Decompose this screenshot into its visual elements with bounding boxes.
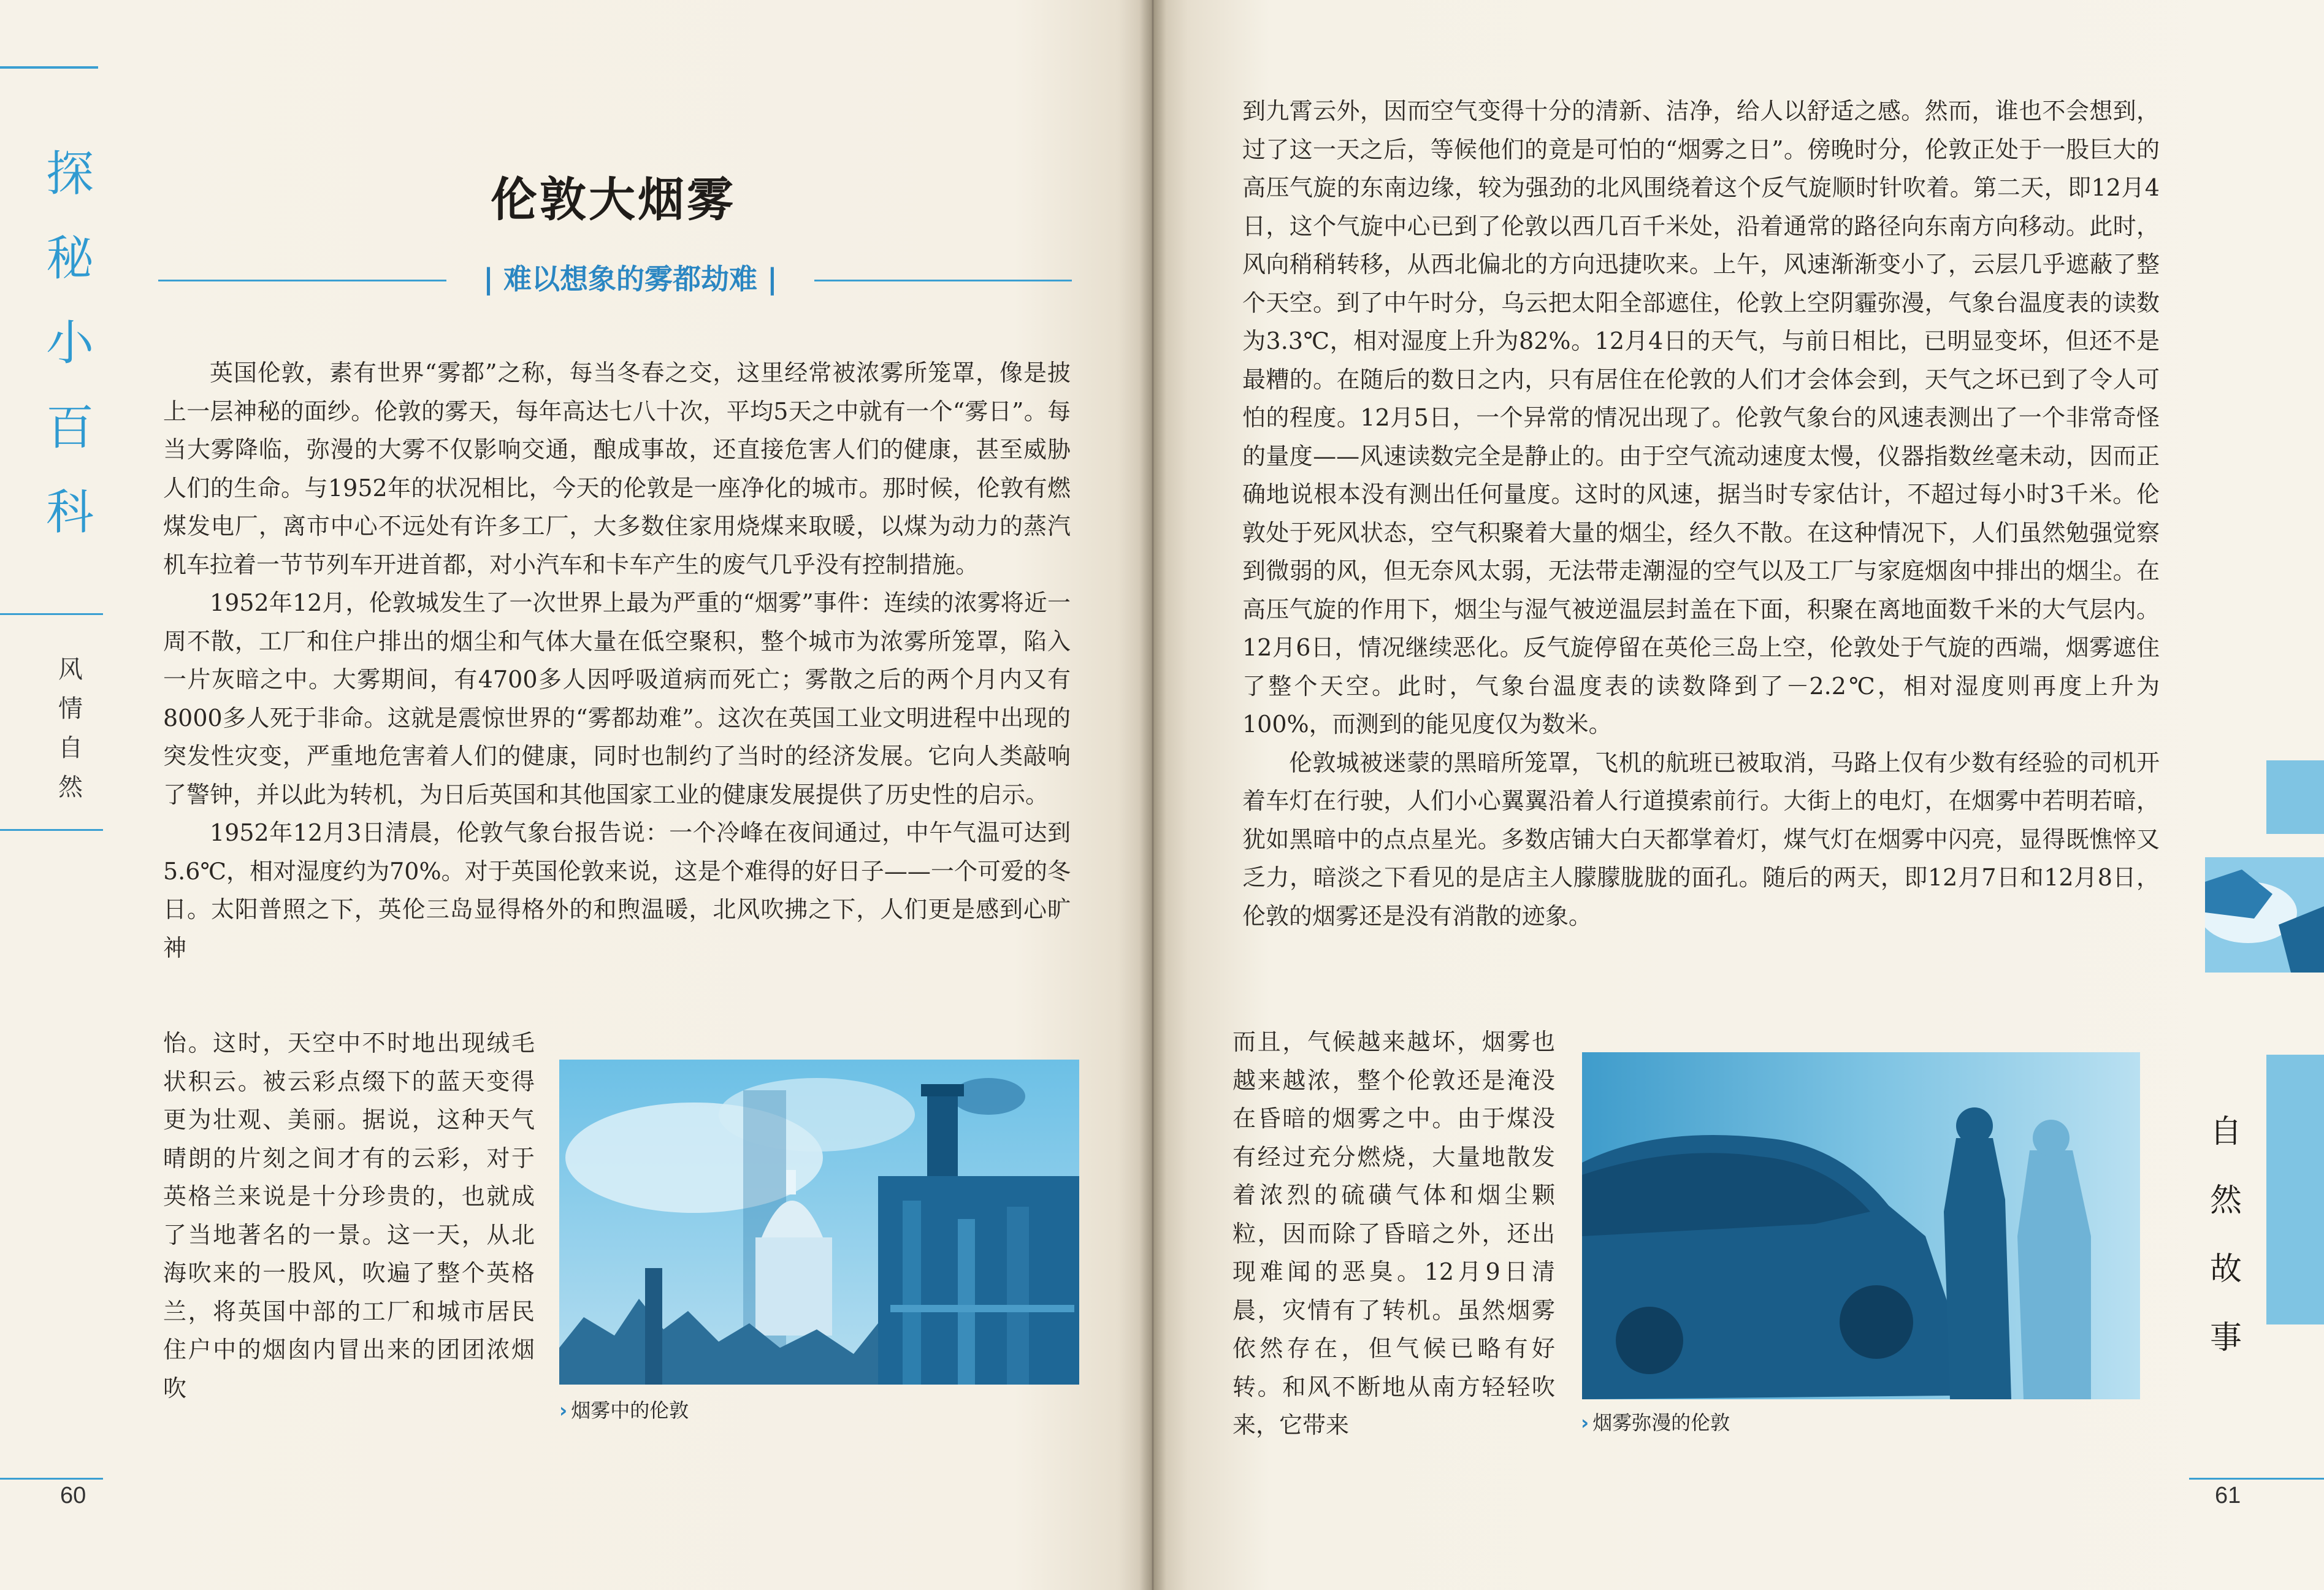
- edge-tab-block: [2266, 760, 2324, 834]
- sidebar-section-rule-bottom: [0, 829, 103, 831]
- edge-tab-block: [2266, 1055, 2324, 1324]
- caption-text: 烟雾中的伦敦: [571, 1399, 689, 1422]
- paragraph: 英国伦敦，素有世界“雾都”之称，每当冬春之交，这里经常被浓雾所笼罩，像是披上一层神秘的面纱。伦敦的雾天，每年高达七八十次，平均5天之中就有一个“雾日”。每当大雾降临，弥漫的大雾不仅影响交通，酿成事故，还直接危害人们的健康，甚至威胁人们的生命。与1952年的状况相比，今天的伦敦是一座净化的城市。那时候，伦敦有燃煤发电厂，离市中心不远处有许多工厂，大多数住家用烧煤来取暖，以煤为动力的蒸汽机车拉着一节节列车开进首都，对小汽车和卡车产生的废气几乎没有控制措施。: [163, 359, 1071, 578]
- series-title-vertical: [39, 132, 101, 555]
- paragraph: 伦敦城被迷蒙的黑暗所笼罩，飞机的航班已被取消，马路上仅有少数有经验的司机开着车灯在行驶，人们小心翼翼沿着人行道摸索前行。大街上的电灯，在烟雾中若明若暗，犹如黑暗中的点点星光。多数店铺大白天都掌着灯，煤气灯在烟雾中闪亮，显得既憔悴又乏力，暗淡之下看见的是店主人朦朦胧胧的面孔。随后的两天，即12月7日和12月8日，伦敦的烟雾还是没有消散的迹象。: [1242, 749, 2160, 930]
- paragraph-continued: 而且，气候越来越坏，烟雾也越来越浓，整个伦敦还是淹没在昏暗的烟雾之中。由于煤没有经过充分燃烧，大量地散发着浓烈的硫磺气体和烟尘颗粒，因而除了昏暗之外，还出现难闻的恶臭。12月9日清晨，灾情有了转机。虽然烟雾依然存在，但气候已略有好转。和风不断地从南方轻轻吹来，它带来: [1233, 1028, 1555, 1439]
- caption-arrow-icon: ›: [1581, 1411, 1589, 1434]
- footer-rule: [0, 1478, 103, 1480]
- edge-thumbnail-image: [2205, 857, 2324, 973]
- section-label-char: 事: [2209, 1320, 2242, 1356]
- sidebar-section-rule-top: [0, 613, 103, 615]
- paragraph: 1952年12月，伦敦城发生了一次世界上最为严重的“烟雾”事件：连续的浓雾将近一周不散，工厂和住户排出的烟尘和气体大量在低空聚积，整个城市为浓雾所笼罩，陷入一片灰暗之中。大雾期间，有4700多人因呼吸道病而死亡；雾散之后的两个月内又有8000多人死于非命。这就是震惊世界的“雾都劫难”。这次在英国工业文明进程中出现的突发性灾变，严重地危害着人们的健康，同时也制约了当时的经济发展。它向人类敲响了警钟，并以此为转机，为日后英国和其他国家工业的健康发展提供了历史性的启示。: [163, 589, 1071, 808]
- series-title-char: 秘: [45, 231, 94, 286]
- photo-caption-right: [1581, 1407, 1730, 1435]
- book-gutter: [1139, 0, 1166, 1590]
- subtitle-text: 难以想象的雾都劫难: [503, 262, 757, 296]
- series-title-char: 百: [45, 400, 94, 456]
- right-wrap-text: [1233, 1023, 1555, 1445]
- article-title: 伦敦大烟雾: [491, 172, 736, 227]
- section-label-char: 自: [58, 734, 83, 762]
- photo-caption-left: [559, 1395, 689, 1423]
- edge-thumbnail: [2205, 857, 2324, 973]
- series-title-char: 科: [45, 485, 94, 540]
- section-label-char: 风: [58, 655, 83, 684]
- left-body-text: [163, 354, 1071, 967]
- section-label-char: 自: [2209, 1114, 2242, 1150]
- caption-arrow-icon: ›: [559, 1399, 568, 1422]
- article-subtitle: | 难以想象的雾都劫难 |: [483, 262, 778, 296]
- section-label-vertical: [49, 650, 92, 807]
- paragraph: 1952年12月3日清晨，伦敦气象台报告说：一个冷峰在夜间通过，中午气温可达到5.6℃，相对湿度约为70%。对于英国伦敦来说，这是个难得的好日子——一个可爱的冬日。太阳普照之下，英伦三岛显得格外的和煦温暖，北风吹拂之下，人们更是感到心旷神: [163, 819, 1071, 961]
- paragraph-continued: 怡。这时，天空中不时地出现绒毛状积云。被云彩点缀下的蓝天变得更为壮观、美丽。据说，这种天气晴朗的片刻之间才有的云彩，对于英格兰来说是十分珍贵的，也就成了当地著名的一景。这一天，从北海吹来的一股风，吹遍了整个英格兰，将英国中部的工厂和城市居民住户中的烟囱内冒出来的团团浓烟吹: [163, 1030, 535, 1402]
- page-number-left: 60: [60, 1483, 86, 1508]
- section-label-char: 情: [58, 695, 83, 723]
- photo-smog-covered-london-image: [1582, 1052, 2140, 1399]
- section-label-char: 然: [58, 773, 83, 801]
- paragraph-continued: 到九霄云外，因而空气变得十分的清新、洁净，给人以舒适之感。然而，谁也不会想到，过了这一天之后，等候他们的竟是可怕的“烟雾之日”。傍晚时分，伦敦正处于一股巨大的高压气旋的东南边缘，较为强劲的北风围绕着这个反气旋顺时针吹着。第二天，即12月4日，这个气旋中心已到了伦敦以西几百千米处，沿着通常的路径向东南方向移动。此时，风向稍稍转移，从西北偏北的方向迅捷吹来。上午，风速渐渐变小了，云层几乎遮蔽了整个天空。到了中午时分，乌云把太阳全部遮住，伦敦上空阴霾弥漫，气象台温度表的读数为3.3℃，相对湿度上升为82%。12月4日的天气，与前日相比，已明显变坏，但还不是最糟的。在随后的数日之内，只有居住在伦敦的人们才会体会到，天气之坏已到了令人可怕的程度。12月5日，一个异常的情况出现了。伦敦气象台的风速表测出了一个非常奇怪的量度——风速读数完全是静止的。由于空气流动速度太慢，仪器指数丝毫未动，因而正确地说根本没有测出任何量度。这时的风速，据当时专家估计，不超过每小时3千米。伦敦处于死风状态，空气积聚着大量的烟尘，经久不散。在这种情况下，人们虽然勉强觉察到微弱的风，但无奈风太弱，无法带走潮湿的空气以及工厂与家庭烟囱中排出的烟尘。在高压气旋的作用下，烟尘与湿气被逆温层封盖在下面，积聚在离地面数千米的大气层内。12月6日，情况继续恶化。反气旋停留在英伦三岛上空，伦敦处于气旋的西端，烟雾遮住了整个天空。此时，气象台温度表的读数降到了－2.2℃，相对湿度则再度上升为100%，而测到的能见度仅为数米。: [1242, 97, 2160, 738]
- series-title-char: 小: [45, 316, 94, 371]
- photo-london-in-smog: [559, 1060, 1079, 1385]
- photo-smog-covered-london: [1582, 1052, 2140, 1399]
- sidebar-top-rule: [0, 66, 98, 69]
- subtitle-rule-left: [158, 280, 446, 281]
- subtitle-rule-right: [814, 280, 1072, 281]
- footer-rule-right: [2189, 1478, 2324, 1480]
- caption-text: 烟雾弥漫的伦敦: [1592, 1411, 1730, 1434]
- series-title-char: 探: [45, 147, 94, 202]
- section-label-char: 故: [2209, 1251, 2242, 1288]
- section-label-char: 然: [2209, 1182, 2242, 1219]
- left-page: [0, 0, 1153, 1590]
- right-body-text: [1242, 92, 2160, 935]
- photo-london-in-smog-image: [559, 1060, 1079, 1385]
- article-subtitle-block: [158, 258, 1072, 300]
- section-label-vertical-right: [2201, 1098, 2250, 1372]
- page-number-right: 61: [2215, 1483, 2241, 1508]
- left-wrap-text: [163, 1024, 535, 1407]
